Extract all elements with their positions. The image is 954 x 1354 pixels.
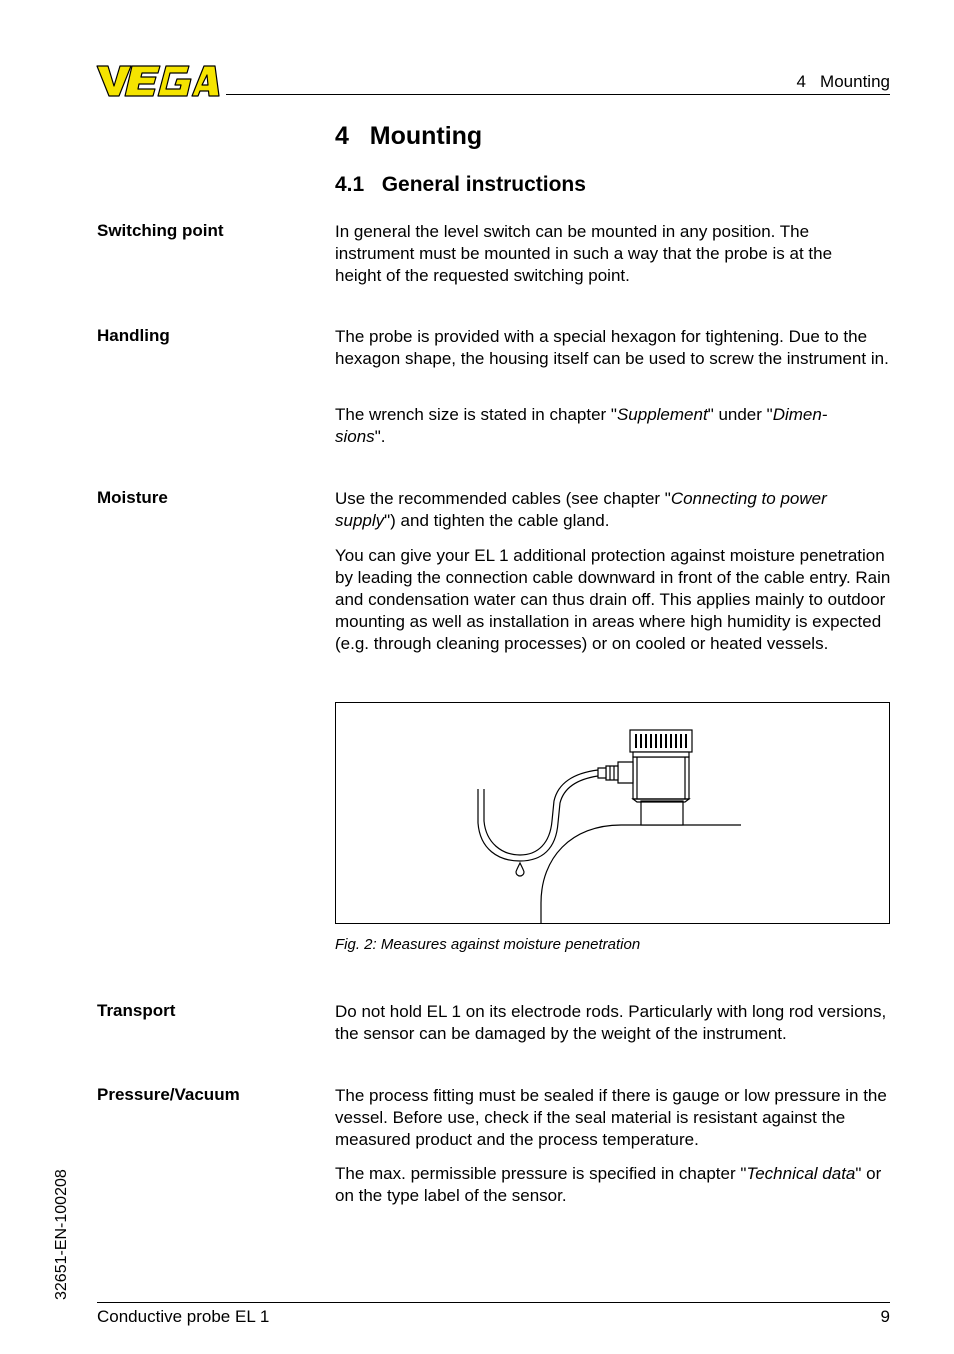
para-handling-2: The wrench size is stated in chapter "Supplement" under "Dimen-sions".: [335, 405, 828, 446]
para-moisture-2: You can give your EL 1 additional protection against moisture penetration by leading the connection cable downward in front of the cable entry. Rain and condensation water can thus drain off. This applies mainly to outdoor mounting as well as installation in areas where high humidity is expected (e.g. through cleaning processes) or on cooled or heated vessels.: [335, 546, 891, 653]
label-moisture: Moisture: [97, 488, 168, 507]
section-subtitle: 4.1 General instructions: [335, 173, 586, 196]
figure-caption: Fig. 2: Measures against moisture penetration: [335, 936, 641, 953]
footer-page-number: 9: [880, 1307, 890, 1326]
label-pressure-vacuum: Pressure/Vacuum: [97, 1085, 240, 1104]
figure-frame: [335, 702, 890, 924]
footer-rule: [97, 1302, 890, 1303]
header-section-title: 4 Mounting: [796, 72, 890, 91]
label-transport: Transport: [97, 1001, 176, 1020]
para-pressure-2: The max. permissible pressure is specified in chapter "Technical data" or on the type label of the sensor.: [335, 1164, 882, 1205]
document-id: 32651-EN-100208: [53, 1169, 70, 1300]
para-moisture-1: Use the recommended cables (see chapter "Connecting to power supply") and tighten the cable gland.: [335, 489, 827, 530]
para-transport: Do not hold EL 1 on its electrode rods. Particularly with long rod versions, the sensor can be damaged by the weight of the instrument.: [335, 1002, 887, 1043]
label-handling: Handling: [97, 326, 170, 345]
para-handling-1: The probe is provided with a special hexagon for tightening. Due to the hexagon shape, the housing itself can be used to screw the instrument in.: [335, 327, 889, 368]
para-switching-point: In general the level switch can be mounted in any position. The instrument must be mounted in such a way that the probe is at the height of the requested switching point.: [335, 222, 833, 285]
vega-logo: [96, 64, 220, 98]
moisture-illustration: [336, 703, 889, 923]
para-pressure-1: The process fitting must be sealed if there is gauge or low pressure in the vessel. Before use, check if the seal material is resistant against the measured product and the process temperature.: [335, 1086, 887, 1149]
footer-product-name: Conductive probe EL 1: [97, 1307, 270, 1326]
header-rule: [226, 94, 890, 95]
label-switching-point: Switching point: [97, 221, 224, 240]
page-title: 4 Mounting: [335, 122, 483, 150]
